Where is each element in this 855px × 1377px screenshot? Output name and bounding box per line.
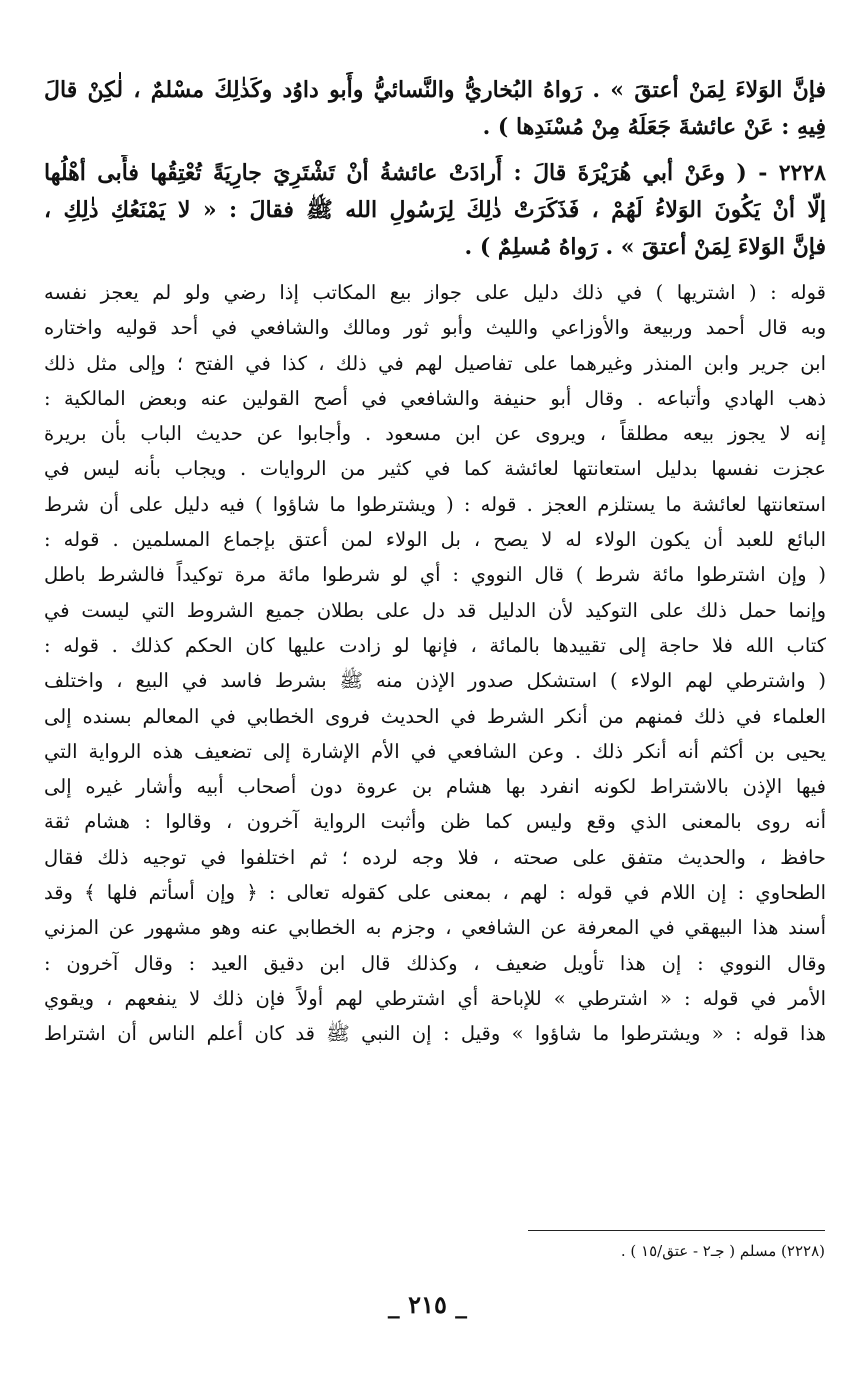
text-line: فإنَّ الوَلاءَ لِمَنْ أعتقَ » . رَواهُ البُخاريُّ والنَّسائيُّ وأَبو داوُد وكَذٰلِكَ مسْلمٌ ، لٰكِنْ قالَ <box>44 77 826 103</box>
text-line: فيها الإذن بالاشتراط لكونه انفرد بها هشام بن عروة دون أصحاب أبيه وأشار غيره إلى <box>44 775 826 799</box>
spacer <box>44 146 826 155</box>
text-line: استعانتها لعائشة ما يستلزم العجز . قوله : ( ويشترطوا ما شاؤوا ) فيه دليل على أن شرط <box>44 492 826 516</box>
text-line: عجزت نفسها بدليل استعانتها لعائشة كما في كثير من الروايات . ويجاب بأنه ليس في <box>44 457 826 481</box>
text-line: البائع للعبد أن يكون الولاء له لا يصح ، بل الولاء لمن أعتق بإجماع المسلمين . قوله : <box>44 528 826 552</box>
text-line: فِيهِ : عَنْ عائشةَ جَعَلَهُ مِنْ مُسْنَدِها ) . <box>482 114 826 140</box>
commentary-paragraph <box>44 275 826 1052</box>
text-line: الطحاوي : إن اللام في قوله : لهم ، بمعنى على كقوله تعالى : ﴿ وإن أسأتم فلها ﴾ وقد <box>44 881 826 905</box>
text-line: أنه روى بالمعنى الذي وقع وليس كما ظن وأثبت الرواية آخرون ، وقالوا : هشام ثقة <box>44 810 826 834</box>
text-line: الأمر في قوله : « اشترطي » للإباحة أي اشترطي لهم أولاً فإن ذلك لا ينفعهم ، ويقوي <box>44 986 826 1010</box>
previous-hadith-ending <box>44 72 826 146</box>
text-line: وإنما حمل ذلك على التوكيد لأن الدليل قد دل على بطلان جميع الشروط التي ليست في <box>44 598 826 622</box>
text-line: هذا قوله : « ويشترطوا ما شاؤوا » وقيل : إن النبي ﷺ قد كان أعلم الناس أن اشتراط <box>44 1022 826 1046</box>
text-line: وقال النووي : إن هذا تأويل ضعيف ، وكذلك قال ابن دقيق العيد : وقال آخرون : <box>44 951 826 975</box>
page-number: _ ٢١٥ _ <box>387 1290 468 1319</box>
text-line: ذهب الهادي وأتباعه . وقال أبو حنيفة والشافعي في أصح القولين عنه وبعض المالكية : <box>44 386 826 410</box>
text-line: ٢٢٢٨ - ( وعَنْ أبي هُرَيْرَةَ قالَ : أَرادَتْ عائشةُ أنْ تَشْتَرِيَ جارِيَةً تُعْتِقُها فأَبى أهْلُها <box>44 160 826 186</box>
text-line: يحيى بن أكثم أنه أنكر ذلك . وعن الشافعي في الأم الإشارة إلى تضعيف هذه الرواية التي <box>44 739 826 763</box>
text-line: ( وإن اشترطوا مائة شرط ) قال النووي : أي لو شرطوا مائة مرة توكيداً فالشرط باطل <box>44 563 826 587</box>
text-line: إنه لا يجوز بيعه مطلقاً ، ويروى عن ابن مسعود . وأجابوا عن حديث الباب بأن بريرة <box>44 422 826 446</box>
text-line: ابن جرير وابن المنذر وغيرهما على تفاصيل لهم في ذلك ، كذا في الفتح ؛ وإلى مثل ذلك <box>44 351 826 375</box>
text-line: وبه قال أحمد وربيعة والأوزاعي والليث وأبو ثور ومالك والشافعي في أحد قوليه واختاره <box>44 316 826 340</box>
text-line: العلماء في ذلك فمنهم من أنكر الشرط في الحديث فروى الخطابي في المعالم بسنده إلى <box>44 704 826 728</box>
text-line: فإنَّ الوَلاءَ لِمَنْ أعتقَ » . رَواهُ مُسلِمٌ ) . <box>464 234 826 260</box>
text-line: حافظ ، والحديث متفق على صحته ، فلا وجه لرده ؛ ثم اختلفوا في توجيه ذلك فقال <box>44 845 826 869</box>
text-line: كتاب الله فلا حاجة إلى تقييدها بالمائة ، فإنها لو زادت عليها كان الحكم كذلك . قوله : <box>44 633 826 657</box>
hadith-2228 <box>44 155 826 266</box>
text-line: ( واشترطي لهم الولاء ) استشكل صدور الإذن منه ﷺ بشرط فاسد في البيع ، واختلف <box>44 669 826 693</box>
footnote: (٢٢٢٨) مسلم ( جـ٢ - عتق/١٥ ) . <box>620 1242 825 1260</box>
text-line: إلّا أنْ يَكُونَ الوَلاءُ لَهُمْ ، فَذَكَرَتْ ذٰلِكَ لِرَسُولِ الله ﷺ فقالَ : « لا يَمْنَعُكِ ذٰلِكِ ، <box>44 197 826 223</box>
footnote-divider <box>528 1230 825 1231</box>
page-text <box>44 72 826 1052</box>
text-line: أسند هذا البيهقي في المعرفة عن الشافعي ، وجزم به الخطابي عنه وهو مشهور عن المزني <box>44 916 826 940</box>
spacer <box>44 266 826 275</box>
text-line: قوله : ( اشتريها ) في ذلك دليل على جواز بيع المكاتب إذا رضي ولو لم يعجز نفسه <box>44 281 826 304</box>
